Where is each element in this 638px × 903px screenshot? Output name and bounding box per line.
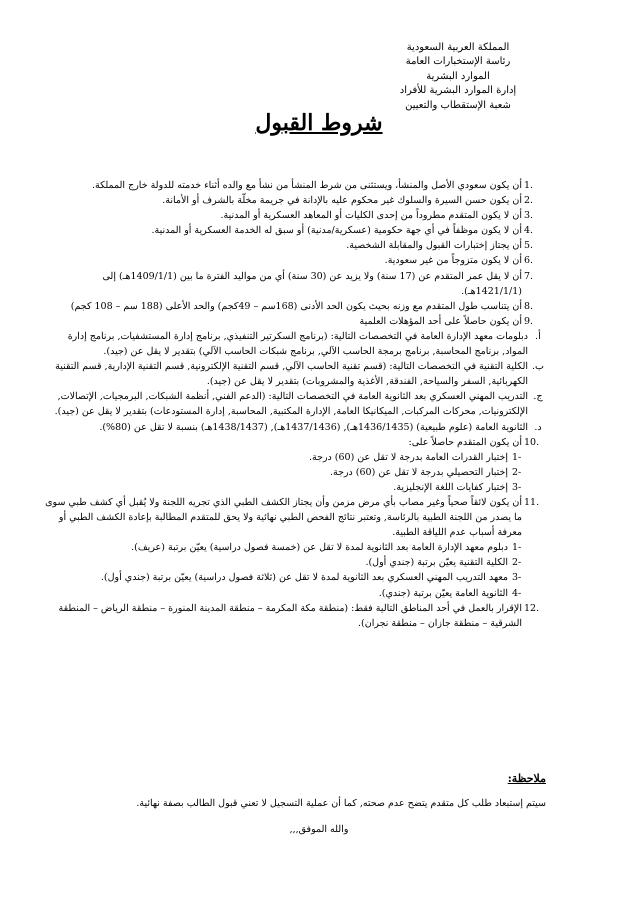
letterhead-line: رئاسة الإستخبارات العامة	[405, 56, 511, 68]
letterhead-line: الموارد البشرية	[426, 70, 490, 82]
subitem-text: إختبار كفايات اللغة الإنجليزية.	[393, 481, 508, 493]
subitem-mark: د.	[534, 421, 542, 433]
qualification-subitem	[40, 329, 546, 359]
item-text: أن لا يقل عمر المتقدم عن (17 سنة) ولا يزيد عن (30 سنة) أي من مواليد الفترة ما بين (1409/1/1هـ) إلى (1421/1/1هـ).	[102, 270, 522, 297]
item-text: أن يكون سعودي الأصل والمنشأ، ويستثنى من شرط المنشأ من نشأ مع والده أثناء خدمته للدولة خارج المملكة.	[92, 180, 522, 191]
rank-subitem	[40, 555, 546, 570]
test-subitem	[40, 480, 546, 495]
qualification-subitem	[40, 420, 546, 435]
item-number: 6.	[524, 255, 534, 267]
subitem-text: إختبار القدرات العامة بدرجة لا تقل عن (60) درجة.	[308, 451, 508, 463]
note-text: سيتم إستبعاد طلب كل متقدم يتضح عدم صحته, كما أن عملية التسجيل لا تعني قبول الطالب بصفة نهائية.	[136, 798, 546, 809]
item-number: 2.	[524, 195, 534, 207]
item-number: 11.	[524, 496, 540, 508]
list-item	[40, 178, 546, 193]
subitem-mark: ج.	[533, 391, 543, 403]
item-number: 9.	[524, 315, 534, 327]
list-item	[40, 495, 546, 540]
subitem-mark: 1-	[512, 451, 522, 463]
letterhead-line: إدارة الموارد البشرية للأفراد	[399, 85, 517, 97]
test-subitem	[40, 450, 546, 465]
item-number: 4.	[524, 225, 534, 237]
list-item	[40, 208, 546, 223]
rank-subitem	[40, 540, 546, 555]
item-text: أن يجتاز إختبارات القبول والمقابلة الشخصية.	[346, 240, 522, 252]
item-text: أن لا يكون متزوجاً من غير سعودية.	[384, 255, 522, 267]
list-item	[40, 601, 546, 631]
list-item	[40, 314, 546, 329]
subitem-mark: ب.	[532, 361, 544, 373]
subitem-text: التدريب المهني العسكري بعد الثانوية العامة في التخصصات التالية: (الدعم الفني, أنظمة الشبكات, البرمجيات, الإتصالات, الإلكترونيات, محركات المركبات, الميكانيكا العامة, الإدارة المكتبية, المحاسبة, إدارة المستودعات) بتقدير لا يقل عن (جيد).	[54, 391, 528, 418]
subitem-mark: أ.	[535, 330, 541, 342]
subitem-mark: 1-	[512, 542, 522, 554]
item-number: 7.	[524, 270, 534, 282]
closing-line: والله الموفق,,,	[289, 824, 349, 835]
item-text: أن يكون حاصلاً على أحد المؤهلات العلمية	[359, 315, 522, 327]
subitem-text: الكلية التقنية في التخصصات التالية: (قسم تقنية الحاسب الآلي, قسم التقنية الإلكترونية, قسم التقنية الإدارية, قسم التقنية الكهربائية, السفر والسياحة, الفندقة, الأغذية والمشروبات) بتقدير لا يقل عن (جيد).	[55, 361, 528, 388]
rank-subitem	[40, 570, 546, 585]
list-item	[40, 238, 546, 253]
subitem-text: الثانوية العامة يعيّن برتبة (جندي).	[378, 587, 508, 599]
subitem-mark: 4-	[512, 587, 522, 599]
item-number: 1.	[524, 180, 534, 191]
conditions-list	[40, 178, 546, 631]
list-item	[40, 193, 546, 208]
subitem-text: الثانوية العامة (علوم طبيعية) (1436/1435هـ), (1437/1436هـ), (1438/1437هـ) بنسبة لا تقل عن (80%).	[99, 421, 528, 433]
item-number: 8.	[524, 300, 534, 312]
qualification-subitem	[40, 359, 546, 389]
list-item	[40, 299, 546, 314]
subitem-text: الكلية التقنية يعيّن برتبة (جندي أول).	[365, 557, 508, 569]
subitem-mark: 2-	[512, 466, 522, 478]
subitem-mark: 3-	[512, 481, 522, 493]
page-title: شروط القبول	[255, 110, 383, 136]
letterhead-line: شعبة الإستقطاب والتعيين	[405, 99, 511, 111]
letterhead	[378, 41, 538, 113]
item-text: أن لا يكون المتقدم مطروداً من إحدى الكليات أو المعاهد العسكرية أو المدنية.	[220, 210, 522, 222]
subitem-mark: 3-	[512, 572, 522, 584]
list-item	[40, 223, 546, 238]
item-text: أن يكون المتقدم حاصلاً على:	[408, 436, 522, 448]
item-text: أن يكون حسن السيرة والسلوك غير محكوم عليه بالإدانة في جريمة مخلّة بالشرف أو الأمانة.	[162, 195, 522, 207]
rank-subitem	[40, 586, 546, 601]
subitem-mark: 2-	[512, 557, 522, 569]
list-item	[40, 253, 546, 268]
item-number: 5.	[524, 240, 534, 252]
subitem-text: دبلوم معهد الإدارة العامة بعد الثانوية لمدة لا تقل عن (خمسة فصول دراسية) يعيّن برتبة (عريف).	[131, 542, 508, 554]
subitem-text: دبلومات معهد الإدارة العامة في التخصصات التالية: (برنامج السكرتير التنفيذي, برنامج إدارة المستشفيات, برنامج إدارة المواد, برنامج المحاسبة, برنامج برمجة الحاسب الآلي, برنامج شبكات الحاسب الآلي) بتقدير لا يقل عن (جيد).	[67, 330, 528, 358]
list-item	[40, 435, 546, 450]
item-number: 12.	[524, 602, 540, 614]
item-text: أن يتناسب طول المتقدم مع وزنه بحيث يكون الحد الأدنى (168سم – 49كجم) والحد الأعلى (188 سم – 108 كجم)	[70, 300, 522, 312]
list-item	[40, 269, 546, 299]
note-heading: ملاحظة:	[507, 772, 546, 785]
test-subitem	[40, 465, 546, 480]
item-number: 10.	[524, 436, 540, 448]
letterhead-line: المملكة العربية السعودية	[406, 42, 510, 53]
item-text: الإقرار بالعمل في أحد المناطق التالية فقط: (منطقة مكة المكرمة – منطقة المدينة المنورة – منطقة الرياض – المنطقة الشرقية – منطقة جازان – منطقة نجران).	[58, 602, 522, 629]
item-text: أن لا يكون موظفاً في أي جهة حكومية (عسكرية/مدنية) أو سبق له الخدمة العسكرية أو المدنية.	[151, 225, 522, 237]
subitem-text: إختبار التحصيلي بدرجة لا تقل عن (60) درجة.	[329, 466, 508, 478]
item-text: أن يكون لائقاً صحياً وغير مصاب بأي مرض مزمن وأن يجتاز الكشف الطبي الذي تجريه اللجنة ولا يُقبل أي كشف طبي سوى ما يصدر من اللجنة الطبية بالرئاسة, وتعتبر نتائج الفحص الطبي نهائية ولا يحق للمتقدم المطالبة بإعادة الكشف الطبي أو معرفة أسباب عدم اللياقة الطبية.	[45, 496, 522, 539]
item-number: 3.	[524, 210, 534, 222]
qualification-subitem	[40, 389, 546, 419]
subitem-text: معهد التدريب المهني العسكري بعد الثانوية لمدة لا تقل عن (ثلاثة فصول دراسية) يعيّن برتبة (جندي أول).	[100, 572, 508, 584]
